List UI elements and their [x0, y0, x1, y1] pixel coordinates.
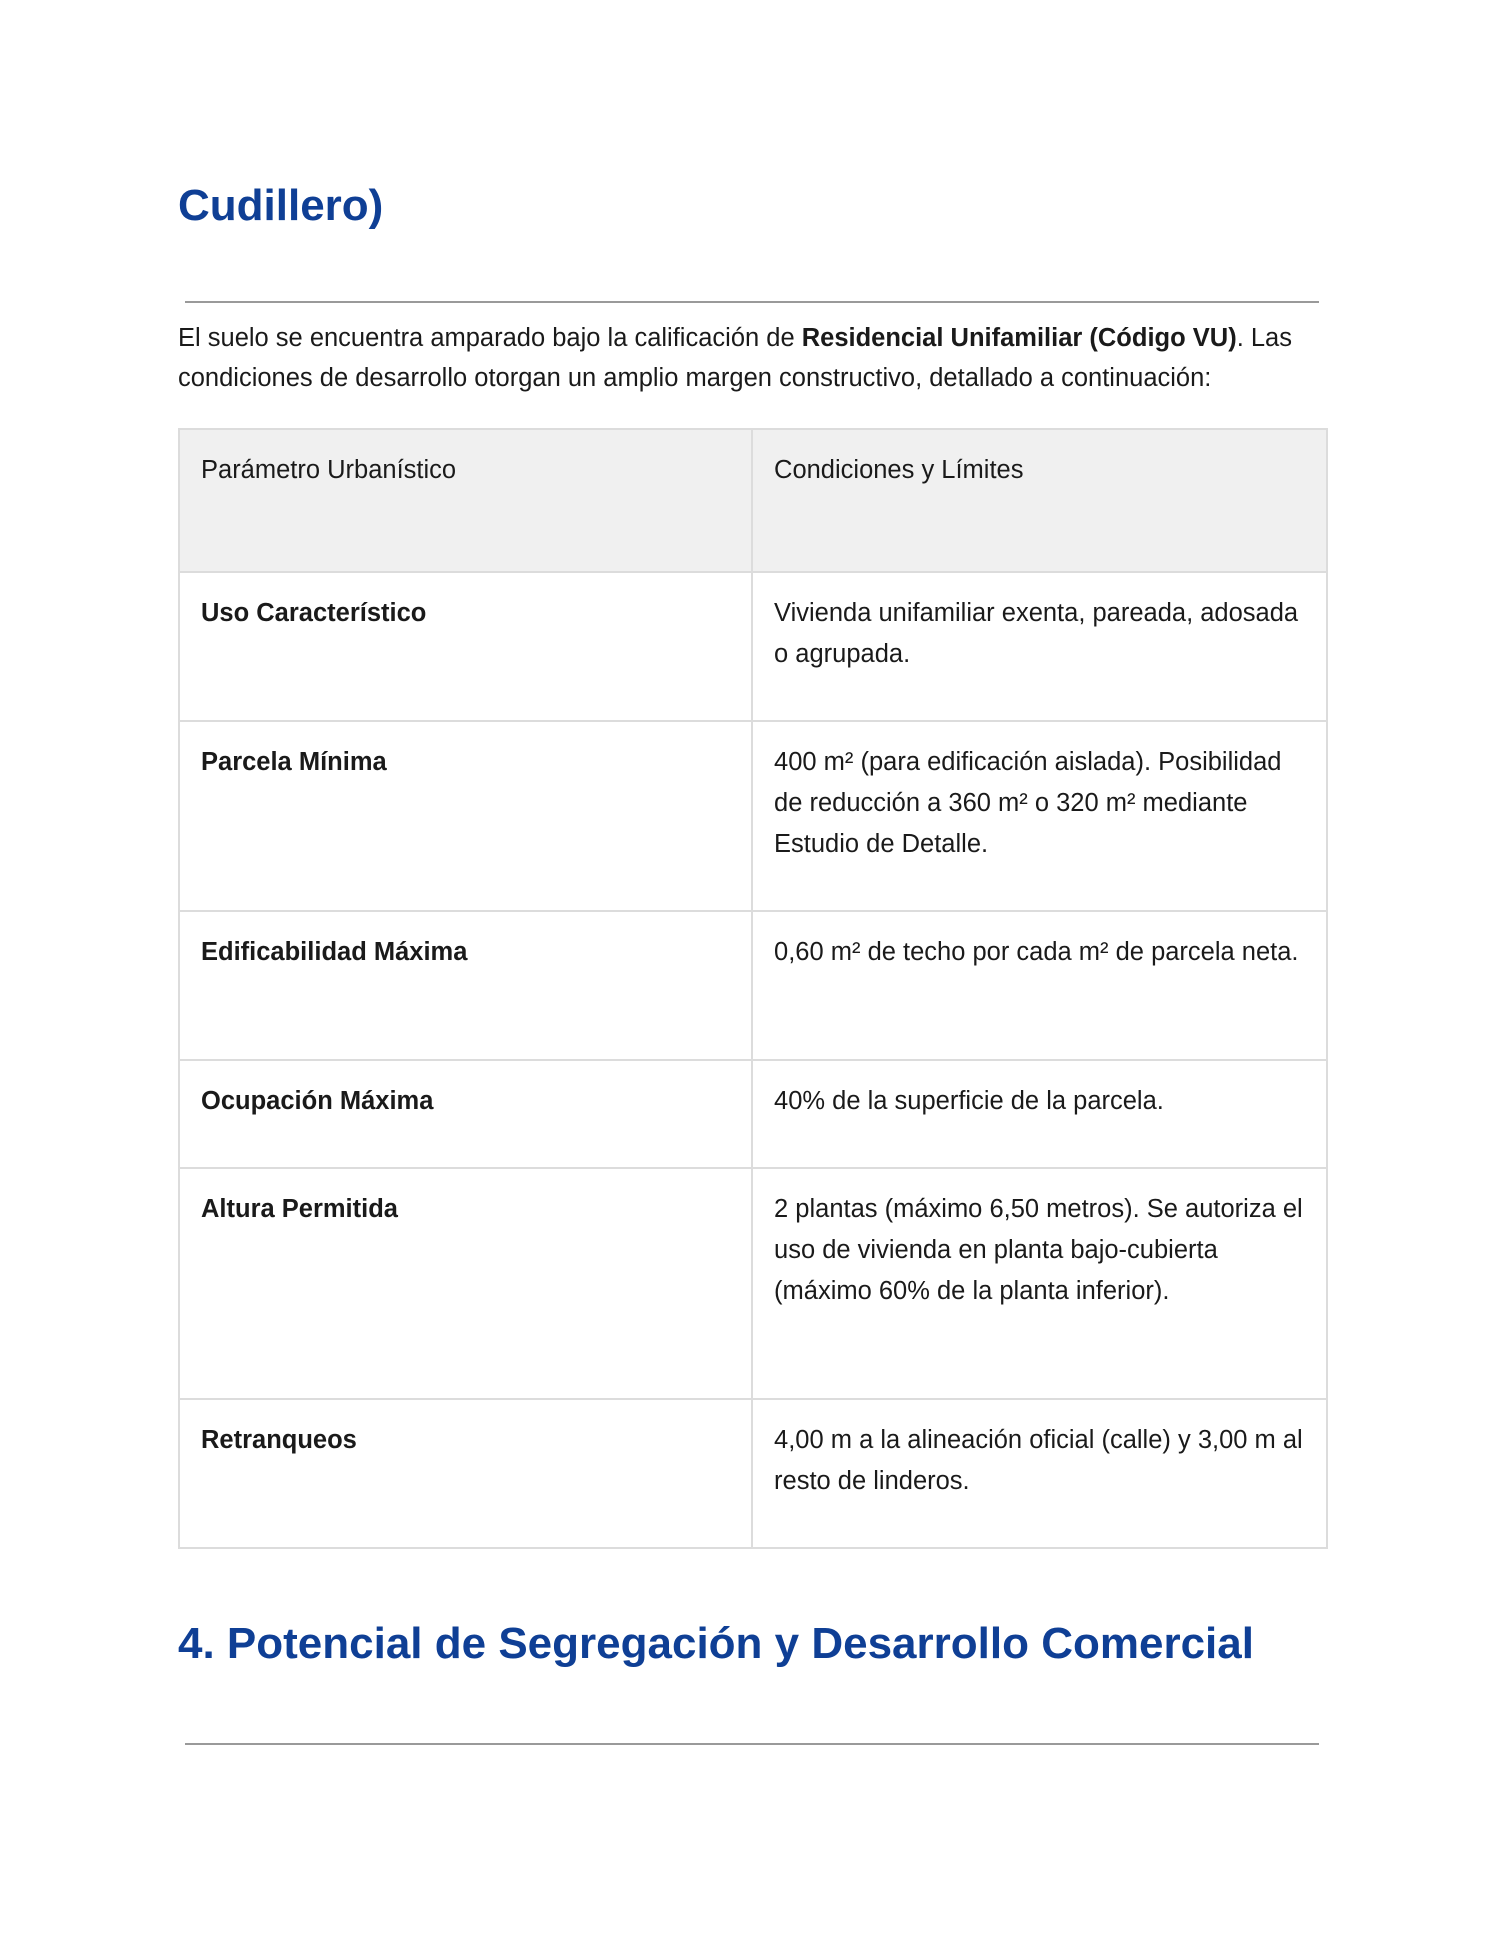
table-cell-parameter: Altura Permitida	[179, 1168, 752, 1399]
urban-parameters-table	[178, 428, 1328, 1549]
section-heading-4: 4. Potencial de Segregación y Desarrollo Comercial	[178, 1619, 1254, 1668]
section-heading-continued: Cudillero)	[178, 181, 384, 230]
table-cell-parameter: Ocupación Máxima	[179, 1060, 752, 1168]
table-cell-parameter: Retranqueos	[179, 1399, 752, 1548]
table-cell-condition: 400 m² (para edificación aislada). Posibilidad de reducción a 360 m² o 320 m² mediante Estudio de Detalle.	[752, 721, 1327, 911]
table-row	[179, 911, 1327, 1060]
intro-text-bold: Residencial Unifamiliar (Código VU)	[801, 324, 1237, 352]
intro-paragraph	[178, 318, 1338, 398]
table-header-row	[179, 429, 1327, 572]
table-cell-parameter: Parcela Mínima	[179, 721, 752, 911]
table-header-conditions: Condiciones y Límites	[752, 429, 1327, 572]
table-cell-parameter: Edificabilidad Máxima	[179, 911, 752, 1060]
table-cell-condition: 2 plantas (máximo 6,50 metros). Se autoriza el uso de vivienda en planta bajo-cubierta (máximo 60% de la planta inferior).	[752, 1168, 1327, 1399]
table-header-parameter: Parámetro Urbanístico	[179, 429, 752, 572]
intro-text-start: El suelo se encuentra amparado bajo la calificación de	[178, 324, 802, 352]
table-row	[179, 1399, 1327, 1548]
table-cell-condition: Vivienda unifamiliar exenta, pareada, adosada o agrupada.	[752, 572, 1327, 721]
intro-text-end: . Las condiciones de desarrollo otorgan un amplio margen constructivo, detallado a continuación:	[178, 324, 1292, 392]
table-cell-parameter: Uso Característico	[179, 572, 752, 721]
table-cell-condition: 0,60 m² de techo por cada m² de parcela neta.	[752, 911, 1327, 1060]
section-divider	[185, 301, 1319, 303]
table-row	[179, 1168, 1327, 1399]
table-row	[179, 1060, 1327, 1168]
table-row	[179, 572, 1327, 721]
table-cell-condition: 40% de la superficie de la parcela.	[752, 1060, 1327, 1168]
table-row	[179, 721, 1327, 911]
table-cell-condition: 4,00 m a la alineación oficial (calle) y 3,00 m al resto de linderos.	[752, 1399, 1327, 1548]
section-divider	[185, 1743, 1319, 1745]
